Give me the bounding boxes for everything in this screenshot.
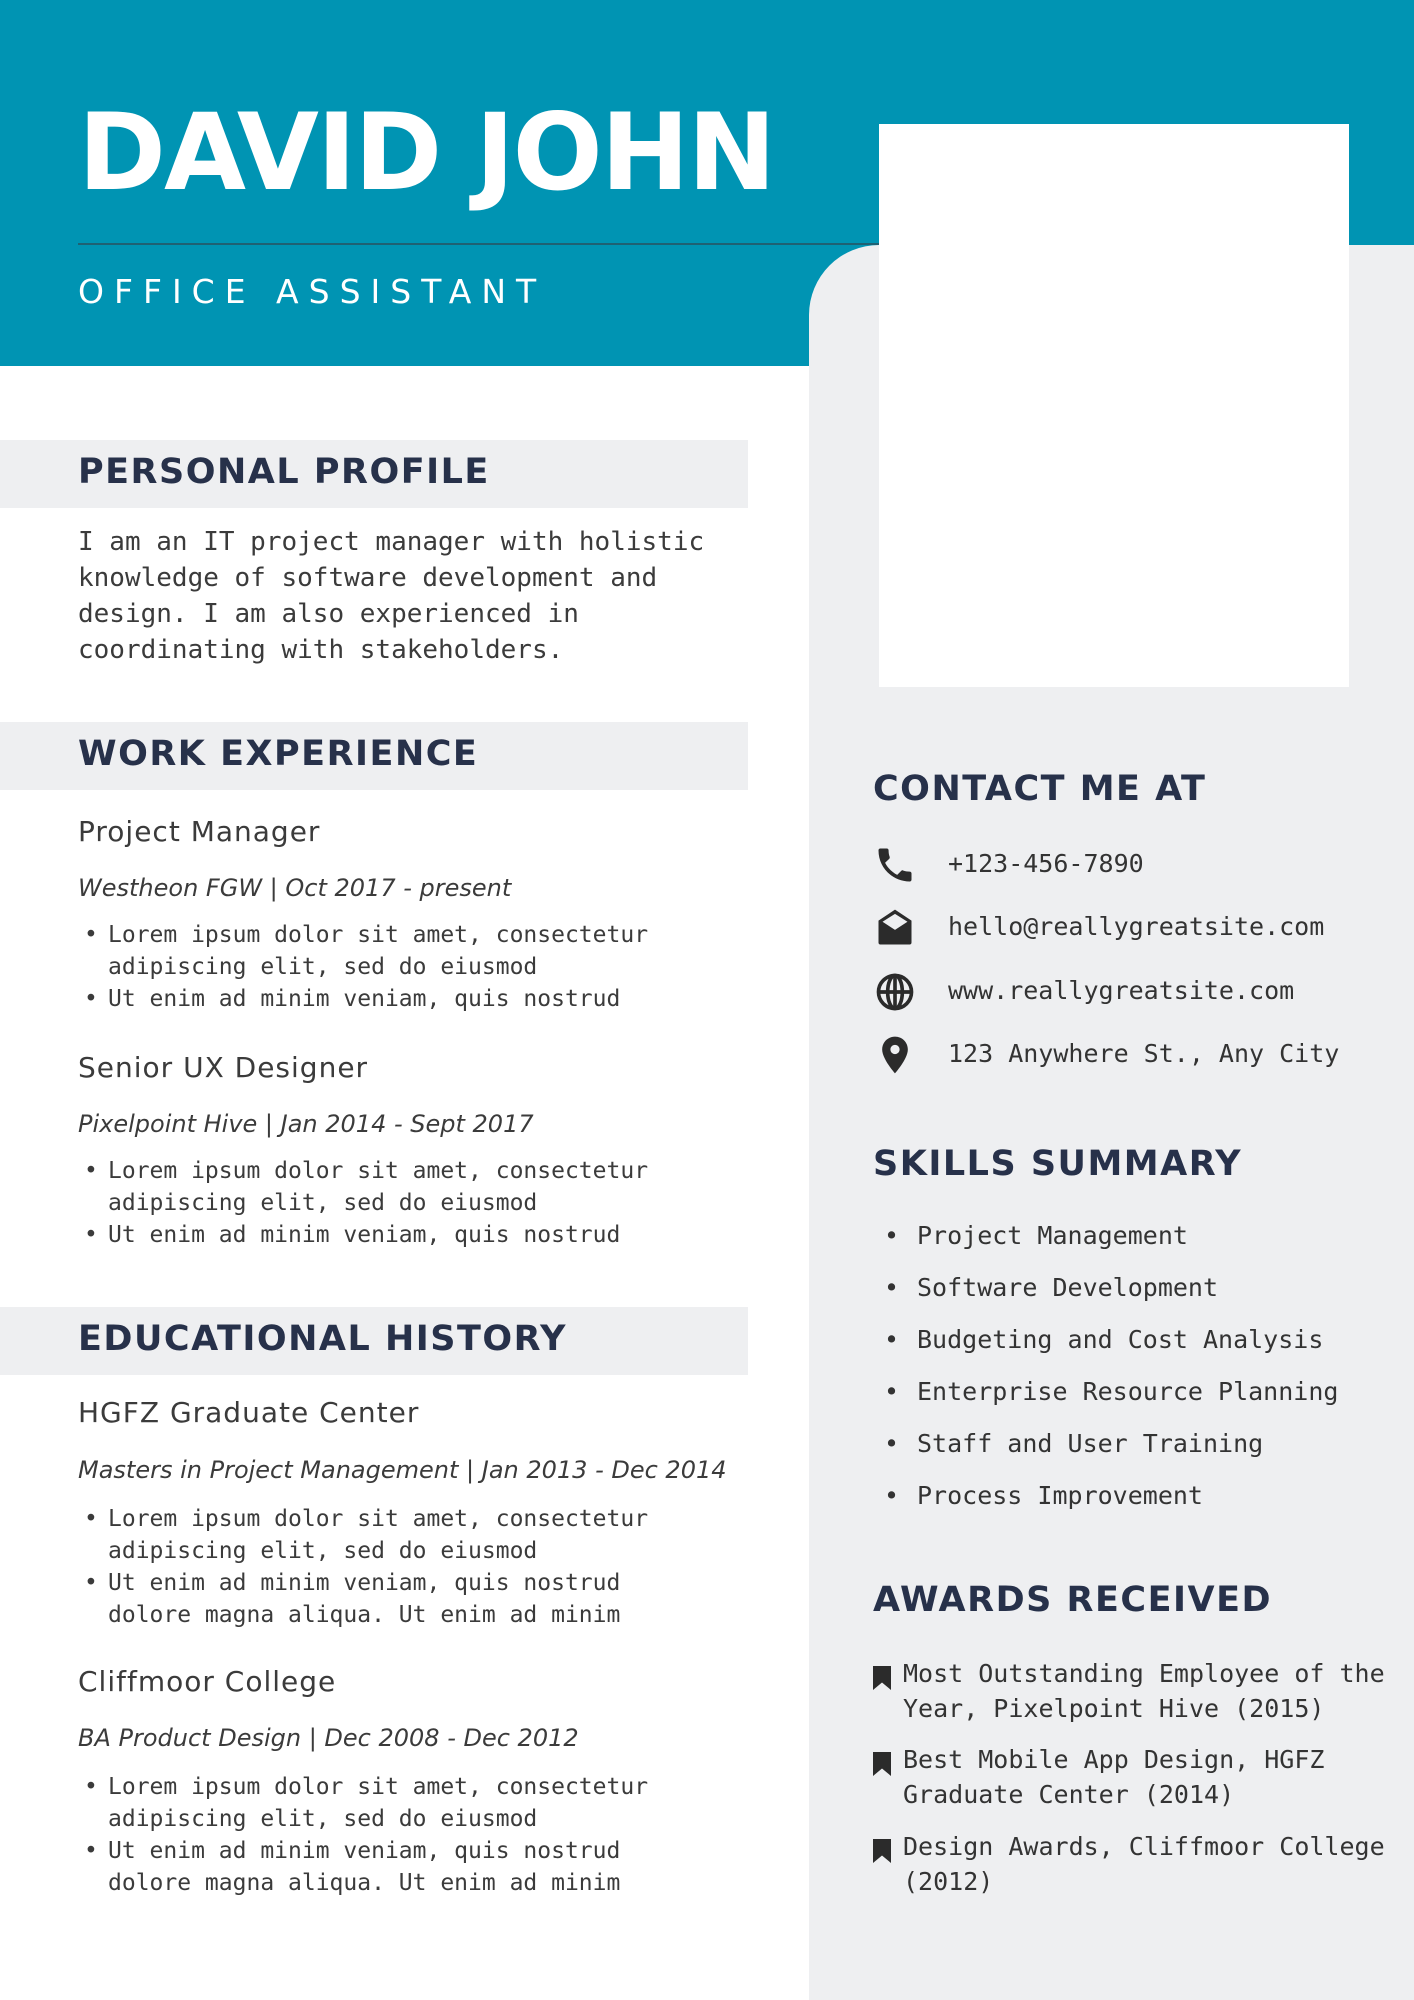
skill-item: • Staff and User Training [884,1424,1338,1476]
award-item [873,1742,1393,1812]
list-item: • Lorem ipsum dolor sit amet, consectetur adipiscing elit, sed do eiusmod [78,919,798,983]
email-address[interactable]: hello@reallygreatsite.com [948,912,1325,941]
bookmark-icon [873,1666,891,1690]
school-2-name: Cliffmoor College [78,1665,337,1698]
phone-number[interactable]: +123-456-7890 [948,849,1144,878]
skill-item: • Project Management [884,1216,1338,1268]
list-item: • Ut enim ad minim veniam, quis nostrud dolore magna aliqua. Ut enim ad minim [78,1567,678,1631]
skills-list [884,1216,1338,1528]
location-pin-icon [873,1033,917,1077]
skill-item: • Software Development [884,1268,1338,1320]
award-text: Most Outstanding Employee of the Year, Pixelpoint Hive (2015) [903,1659,1385,1723]
award-text: Best Mobile App Design, HGFZ Graduate Center (2014) [903,1745,1325,1809]
list-item: • Lorem ipsum dolor sit amet, consectetur adipiscing elit, sed do eiusmod [78,1503,678,1567]
school-1-meta: Masters in Project Management | Jan 2013 - Dec 2014 [78,1456,727,1484]
skills-heading: SKILLS SUMMARY [873,1144,1243,1184]
list-item: • Lorem ipsum dolor sit amet, consectetur adipiscing elit, sed do eiusmod [78,1155,678,1219]
profile-photo-placeholder [879,124,1349,687]
award-item [873,1829,1393,1899]
award-item [873,1656,1393,1726]
header-divider [78,243,879,245]
phone-icon [873,843,917,887]
profile-text: I am an IT project manager with holistic knowledge of software development and design. I am also experienced in coordinating with stakeholders. [78,527,705,665]
list-item: • Lorem ipsum dolor sit amet, consectetur adipiscing elit, sed do eiusmod [78,1771,688,1835]
job-1-bullets [78,919,798,1015]
school-2-bullets [78,1771,688,1899]
contact-heading: CONTACT ME AT [873,769,1207,809]
skill-item: • Enterprise Resource Planning [884,1372,1338,1424]
job-2-title: Senior UX Designer [78,1051,369,1084]
list-item: • Ut enim ad minim veniam, quis nostrud dolore magna aliqua. Ut enim ad minim [78,1835,688,1899]
education-heading: EDUCATIONAL HISTORY [78,1319,567,1359]
website-url[interactable]: www.reallygreatsite.com [948,976,1295,1005]
award-text: Design Awards, Cliffmoor College (2012) [903,1832,1385,1896]
skill-item: • Process Improvement [884,1476,1338,1528]
envelope-open-icon [873,906,917,950]
profile-heading: PERSONAL PROFILE [78,452,490,492]
job-2-meta: Pixelpoint Hive | Jan 2014 - Sept 2017 [78,1110,534,1138]
globe-icon [873,970,917,1014]
contact-address [873,1033,1373,1077]
job-1-meta: Westheon FGW | Oct 2017 - present [78,874,512,902]
contact-phone [873,843,1373,887]
address: 123 Anywhere St., Any City [948,1039,1340,1068]
contact-email [873,906,1373,950]
work-heading: WORK EXPERIENCE [78,734,479,774]
job-1-title: Project Manager [78,815,321,848]
job-2-bullets [78,1155,678,1251]
awards-heading: AWARDS RECEIVED [873,1580,1273,1620]
school-1-name: HGFZ Graduate Center [78,1396,420,1429]
candidate-name: DAVID JOHN [78,91,775,214]
bookmark-icon [873,1752,891,1776]
school-2-meta: BA Product Design | Dec 2008 - Dec 2012 [78,1724,579,1752]
list-item: • Ut enim ad minim veniam, quis nostrud [78,983,798,1015]
contact-website [873,970,1373,1014]
list-item: • Ut enim ad minim veniam, quis nostrud [78,1219,678,1251]
skill-item: • Budgeting and Cost Analysis [884,1320,1338,1372]
school-1-bullets [78,1503,678,1631]
job-title: OFFICE ASSISTANT [78,272,547,311]
bookmark-icon [873,1839,891,1863]
